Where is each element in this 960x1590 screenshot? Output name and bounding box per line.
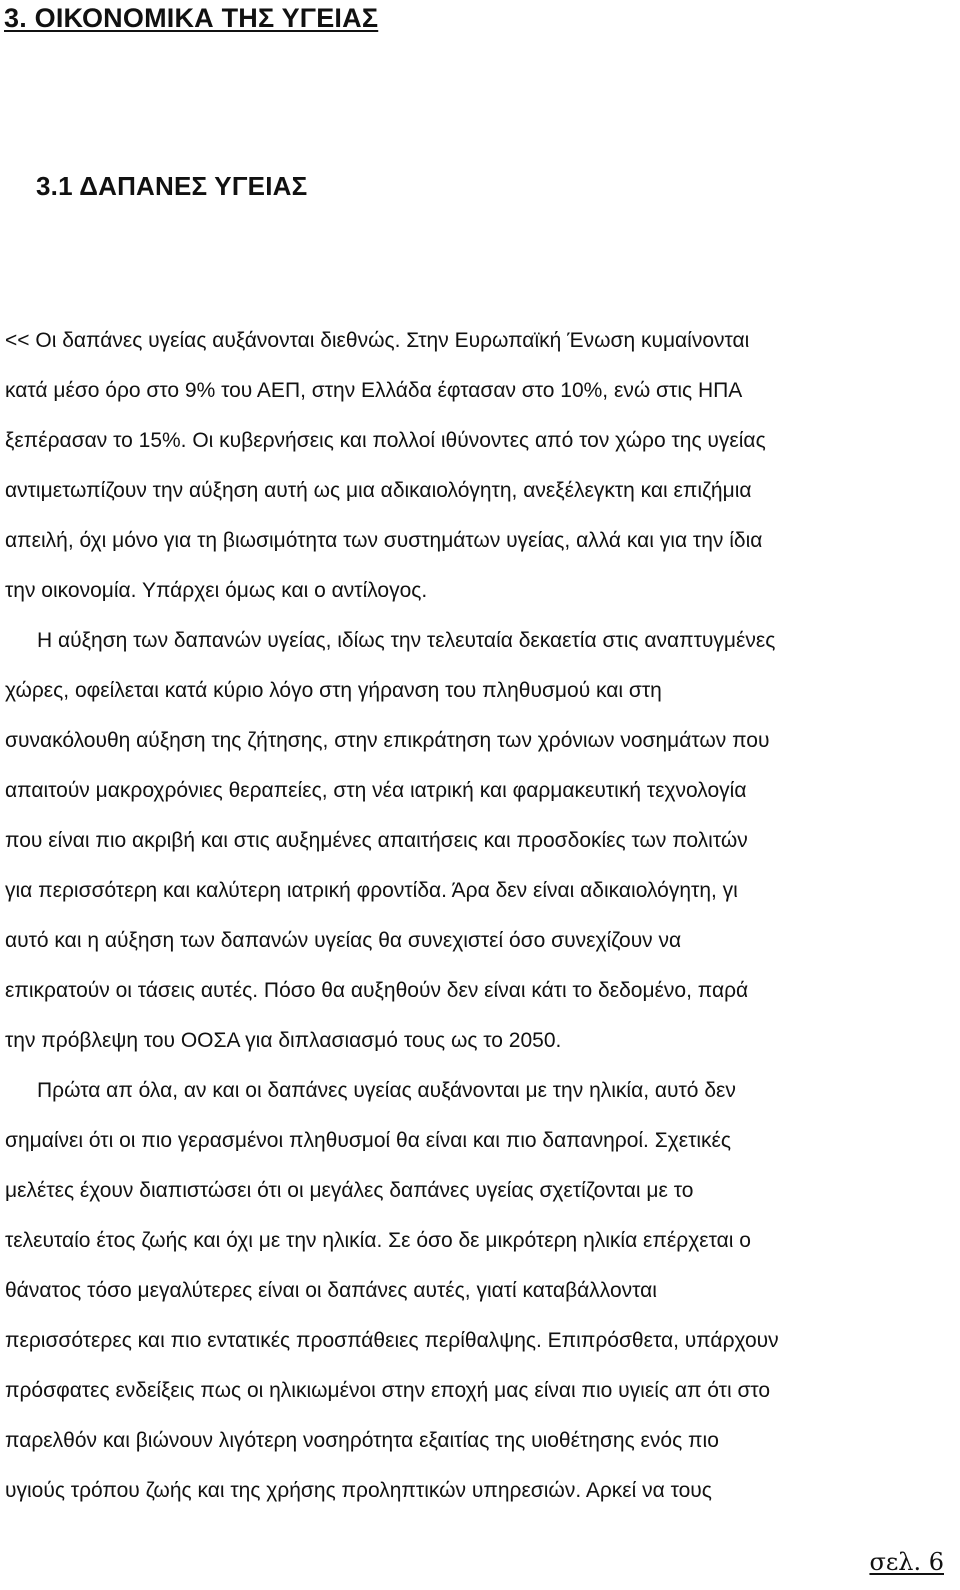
text-line: ξεπέρασαν το 15%. Οι κυβερνήσεις και πολλοί ιθύνοντες από τον χώρο της υγείας: [5, 429, 766, 452]
text-line: παρελθόν και βιώνουν λιγότερη νοσηρότητα εξαιτίας της υιοθέτησης ενός πιο: [5, 1429, 719, 1452]
text-line: την πρόβλεψη του ΟΟΣΑ για διπλασιασμό τους ως το 2050.: [5, 1029, 562, 1052]
page-number: σελ. 6: [869, 1548, 944, 1576]
text-line: την οικονομία. Υπάρχει όμως και ο αντίλογος.: [5, 579, 428, 602]
text-line: αντιμετωπίζουν την αύξηση αυτή ως μια αδικαιολόγητη, ανεξέλεγκτη και επιζήμια: [5, 479, 752, 502]
section-heading: 3.1 ΔΑΠΑΝΕΣ ΥΓΕΙΑΣ: [36, 171, 308, 201]
text-line: Πρώτα απ όλα, αν και οι δαπάνες υγείας αυξάνονται με την ηλικία, αυτό δεν: [37, 1079, 736, 1102]
text-line: απειλή, όχι μόνο για τη βιωσιμότητα των συστημάτων υγείας, αλλά και για την ίδια: [5, 529, 763, 552]
text-line: συνακόλουθη αύξηση της ζήτησης, στην επικράτηση των χρόνιων νοσημάτων που: [5, 729, 770, 752]
text-line: σημαίνει ότι οι πιο γερασμένοι πληθυσμοί θα είναι και πιο δαπανηροί. Σχετικές: [5, 1129, 732, 1152]
text-line: που είναι πιο ακριβή και στις αυξημένες απαιτήσεις και προσδοκίες των πολιτών: [5, 829, 748, 852]
text-line: επικρατούν οι τάσεις αυτές. Πόσο θα αυξηθούν δεν είναι κάτι το δεδομένο, παρά: [5, 979, 749, 1002]
text-line: τελευταίο έτος ζωής και όχι με την ηλικία. Σε όσο δε μικρότερη ηλικία επέρχεται ο: [5, 1229, 751, 1252]
text-line: << Οι δαπάνες υγείας αυξάνονται διεθνώς. Στην Ευρωπαϊκή Ένωση κυμαίνονται: [5, 329, 750, 352]
text-line: θάνατος τόσο μεγαλύτερες είναι οι δαπάνες αυτές, γιατί καταβάλλονται: [5, 1279, 657, 1302]
text-line: απαιτούν μακροχρόνιες θεραπείες, στη νέα ιατρική και φαρμακευτική τεχνολογία: [5, 779, 747, 802]
text-line: αυτό και η αύξηση των δαπανών υγείας θα συνεχιστεί όσο συνεχίζουν να: [5, 929, 682, 952]
text-line: μελέτες έχουν διαπιστώσει ότι οι μεγάλες δαπάνες υγείας σχετίζονται με το: [5, 1179, 694, 1202]
text-line: κατά μέσο όρο στο 9% του ΑΕΠ, στην Ελλάδα έφτασαν στο 10%, ενώ στις ΗΠΑ: [5, 379, 743, 402]
text-line: πρόσφατες ενδείξεις πως οι ηλικιωμένοι στην εποχή μας είναι πιο υγιείς απ ότι στο: [5, 1379, 771, 1402]
text-line: χώρες, οφείλεται κατά κύριο λόγο στη γήρανση του πληθυσμού και στη: [5, 679, 662, 702]
text-line: Η αύξηση των δαπανών υγείας, ιδίως την τελευταία δεκαετία στις αναπτυγμένες: [37, 629, 776, 652]
text-line: περισσότερες και πιο εντατικές προσπάθειες περίθαλψης. Επιπρόσθετα, υπάρχουν: [5, 1329, 779, 1352]
text-line: για περισσότερη και καλύτερη ιατρική φροντίδα. Άρα δεν είναι αδικαιολόγητη, γι: [5, 879, 738, 902]
text-line: υγιούς τρόπου ζωής και της χρήσης προληπτικών υπηρεσιών. Αρκεί να τους: [5, 1479, 712, 1502]
page-heading: 3. ΟΙΚΟΝΟΜΙΚΑ ΤΗΣ ΥΓΕΙΑΣ: [4, 3, 379, 33]
